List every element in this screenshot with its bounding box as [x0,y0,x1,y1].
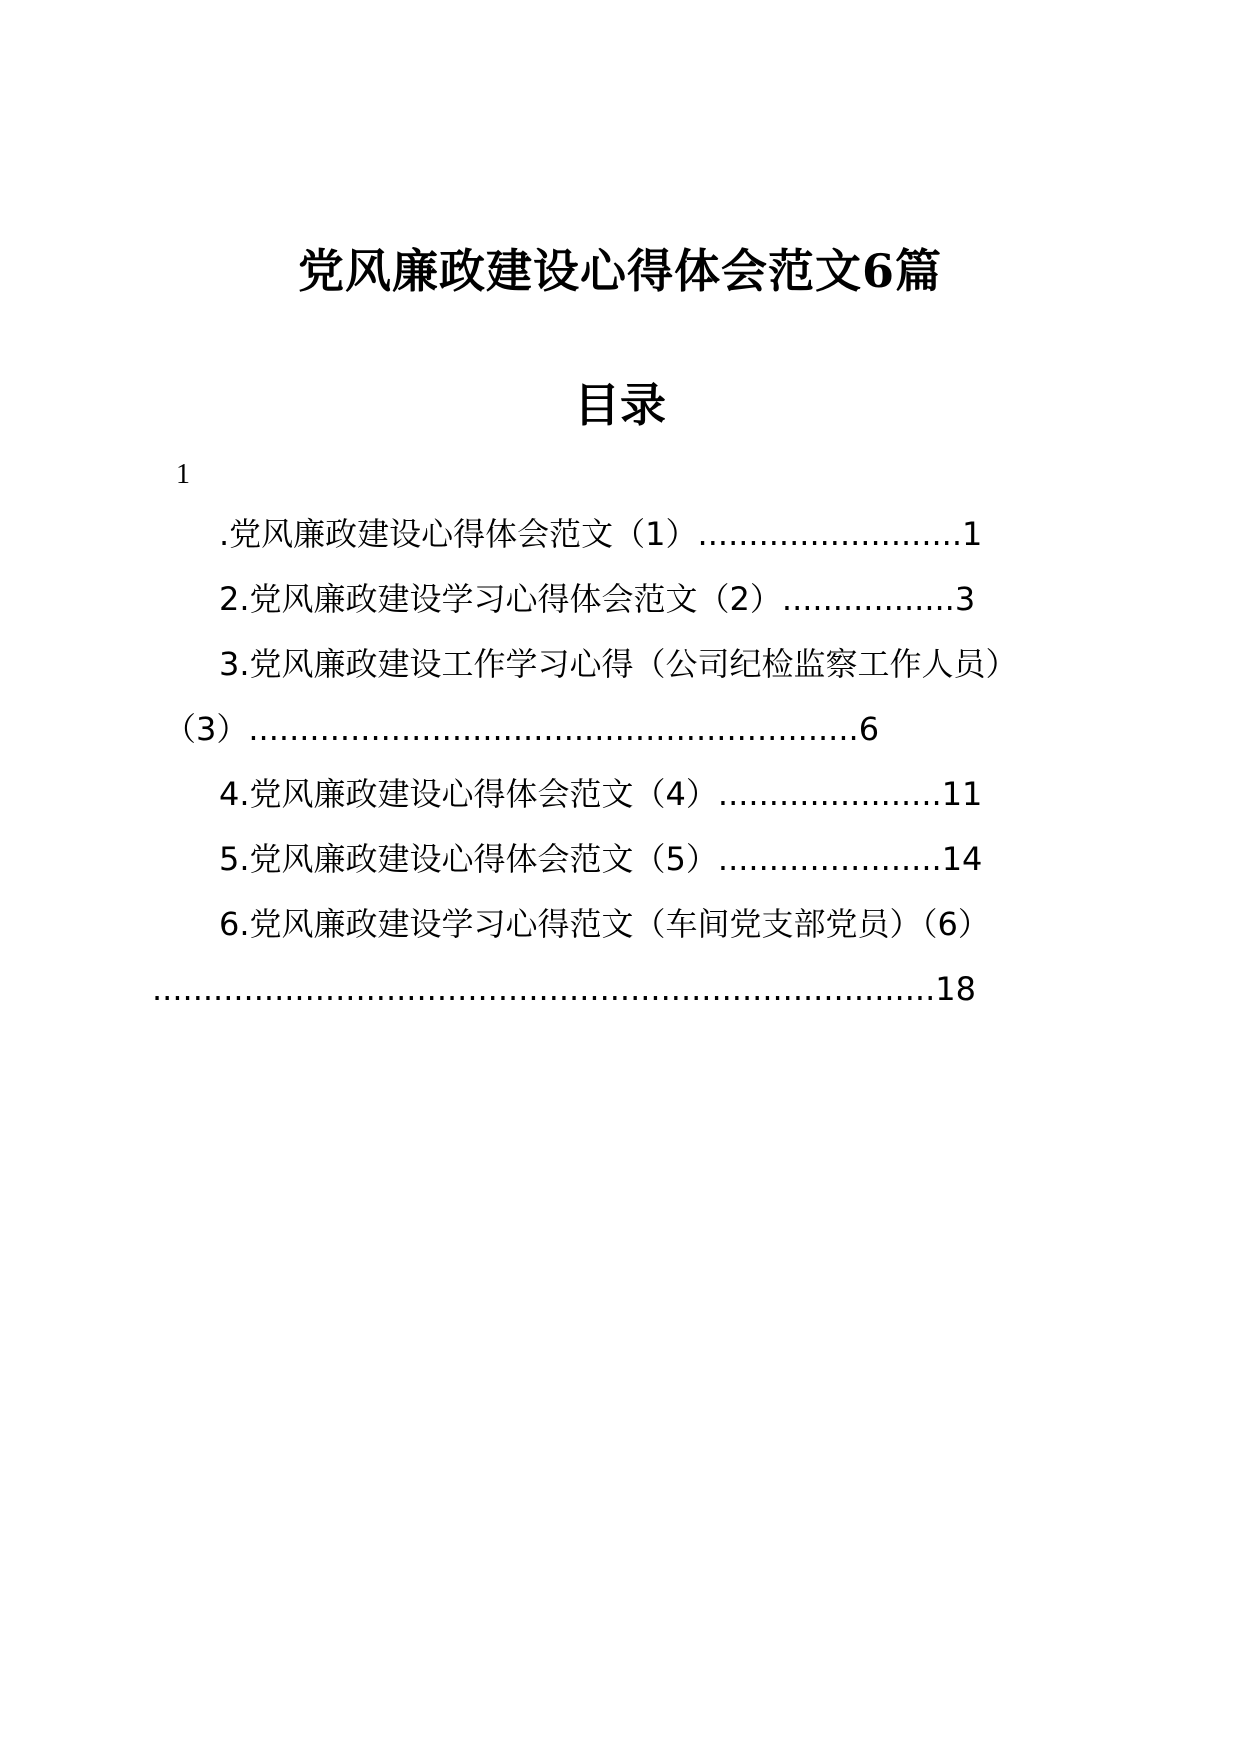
toc-entry-title: .党风廉政建设心得体会范文（1） [219,515,698,553]
toc-entry-title: 6.党风廉政建设学习心得范文（车间党支部党员）（6） [219,905,990,943]
toc-entry-3-continuation[interactable] [164,709,879,749]
toc-heading: 目录 [574,378,666,432]
toc-leader: ...................... [717,775,942,813]
toc-entry-6-continuation[interactable] [152,969,976,1009]
toc-entry-title: 4.党风廉政建设心得体会范文（4） [219,775,718,813]
toc-leader: ................. [781,580,955,618]
toc-leader: ...................... [717,840,942,878]
toc-leader: .......................... [697,515,963,553]
page-marker: 1 [176,459,190,490]
toc-entry-title: 5.党风廉政建设心得体会范文（5） [219,840,718,878]
toc-page-number: 14 [941,840,983,878]
toc-page-number: 3 [954,580,976,618]
toc-leader: ............................................................ [248,710,859,748]
toc-entry-3[interactable] [219,644,1018,684]
toc-entry-2[interactable] [219,579,975,619]
toc-entry-5[interactable] [219,839,982,879]
toc-entry-title: 2.党风廉政建设学习心得体会范文（2） [219,580,782,618]
toc-entry-title: 3.党风廉政建设工作学习心得（公司纪检监察工作人员） [219,645,1018,683]
toc-entry-title-continuation: （3） [164,710,249,748]
toc-page-number: 6 [858,710,880,748]
toc-page-number: 11 [941,775,983,813]
toc-page-number: 1 [962,515,983,553]
toc-entry-1[interactable] [219,514,982,554]
toc-entry-6[interactable] [219,904,990,944]
toc-page-number: 18 [935,970,976,1008]
document-title: 党风廉政建设心得体会范文6篇 [297,244,942,298]
toc-entry-4[interactable] [219,774,982,814]
toc-leader: ............................................................................. [152,970,936,1008]
